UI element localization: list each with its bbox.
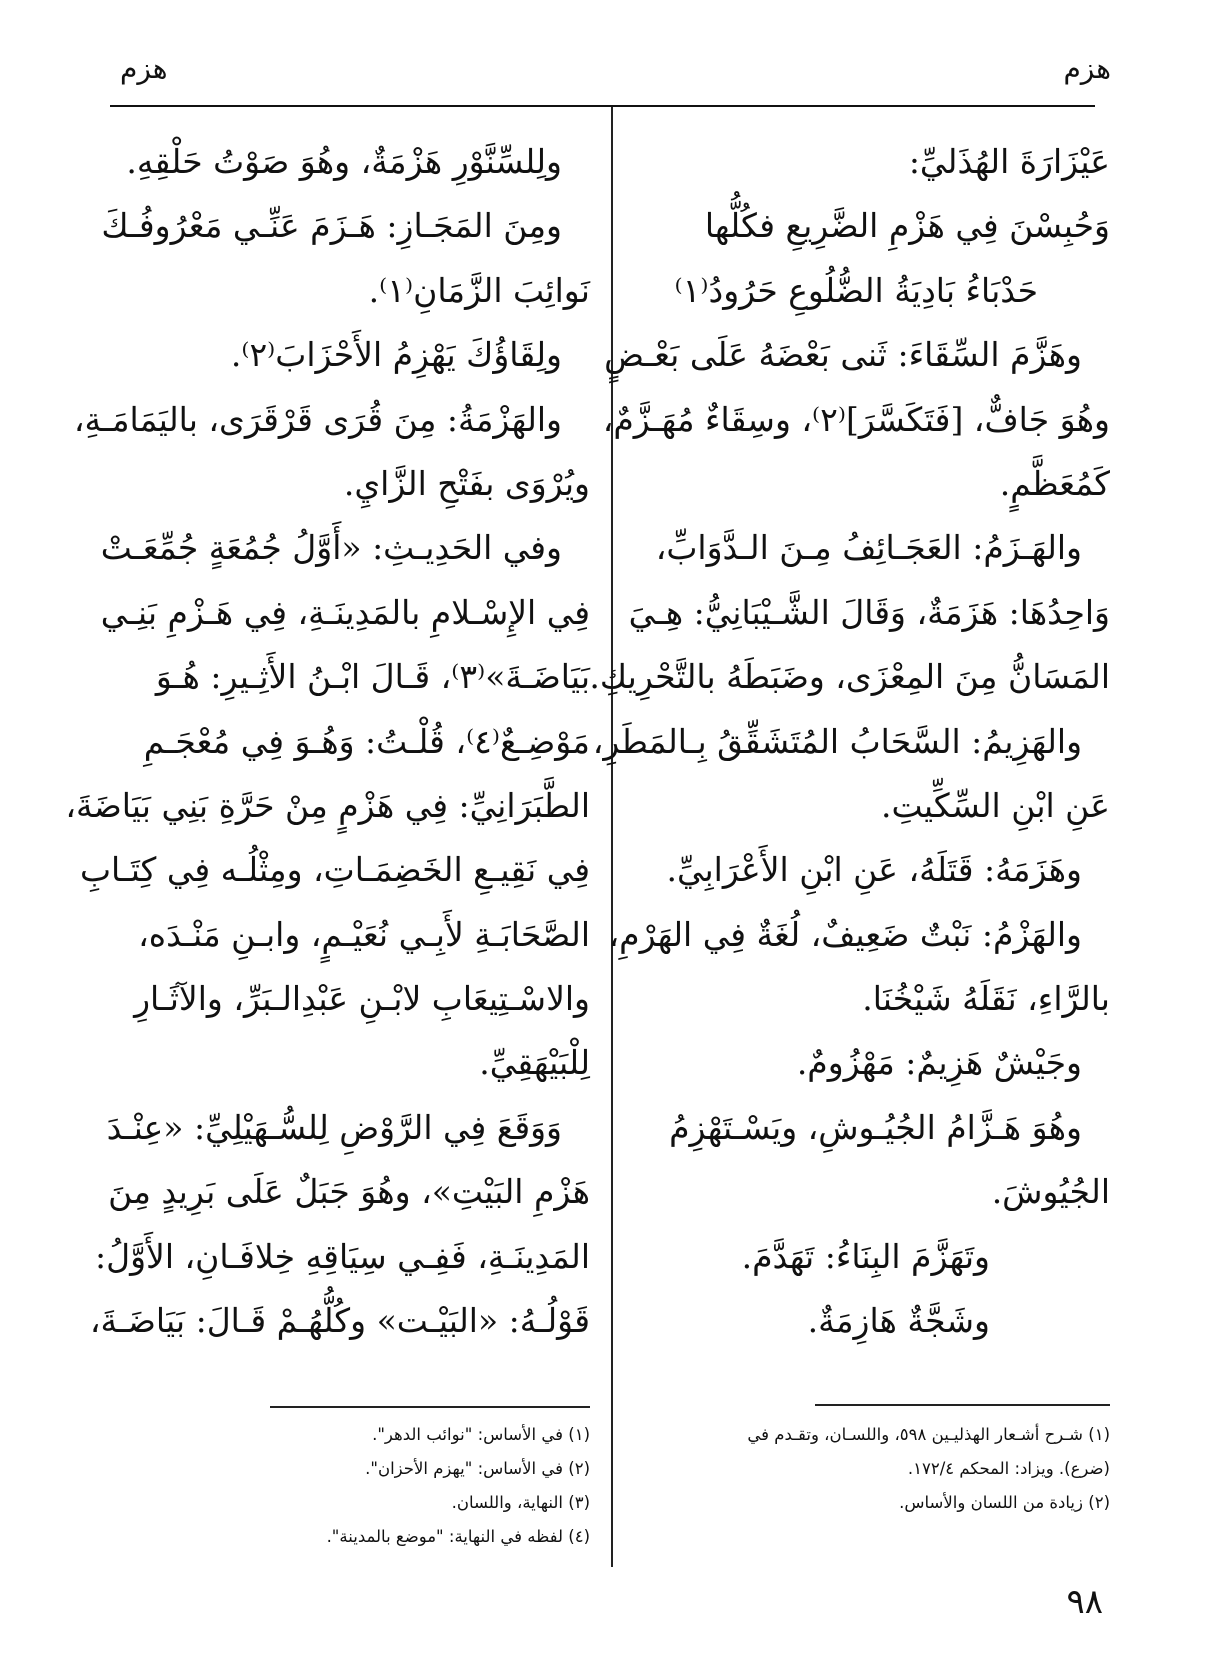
text-line: عَنِ ابْنِ السِّكِّيتِ. <box>880 785 1110 825</box>
text-line: ويُرْوَى بفَتْحِ الزَّايِ. <box>343 463 590 503</box>
text-line: قَوْلُـهُ: «البَيْـت» وكُلُّهُـمْ قَـالَ: بَيَاضَـةَ، <box>89 1301 590 1341</box>
text-line: فِي الإِسْـلامِ بالمَدِينَـةِ، فِي هَـزْمِ بَنِـي <box>100 592 590 632</box>
header-rule <box>110 105 1095 107</box>
text-line: وَاحِدُهَا: هَزَمَةٌ، وَقَالَ الشَّـيْبَانِيُّ: هِـيَ <box>628 592 1110 632</box>
text-line: عَيْزَارَةَ الهُذَليِّ: <box>908 142 1110 181</box>
text-line: ومِنَ المَجَـازِ: هَـزَمَ عَنِّـي مَعْرُوفُـكَ <box>101 206 562 246</box>
text-line: الصَّحَابَـةِ لأَبِـي نُعَيْـمٍ، وابـنِ مَنْـدَه، <box>138 914 590 954</box>
text-line: وهَزَمَهُ: قَتَلَهُ، عَنِ ابْنِ الأَعْرَابِيِّ. <box>666 850 1082 890</box>
text-line: وفي الحَدِيـثِ: «أَوَّلُ جُمُعَةٍ جُمِّعَـتْ <box>100 528 562 568</box>
text-line: الجُيُوشَ. <box>991 1172 1110 1212</box>
footnotes-right <box>640 1418 1110 1520</box>
footnote: (٤) لفظه في النهاية: "موضع بالمدينة". <box>326 1527 590 1546</box>
footnote: (٣) النهاية، واللسان. <box>451 1493 590 1512</box>
text-line: بالرَّاءِ، نَقَلَهُ شَيْخُنَا. <box>862 979 1110 1019</box>
footnote: (٢) في الأساس: "يهزم الأحزان". <box>365 1459 590 1478</box>
text-line: لِلْبَيْهَقِيِّ. <box>479 1043 590 1083</box>
text-line: فِي نَقِيـعِ الخَضِمَـاتِ، ومِثْلُـه فِي كِتَـابِ <box>79 850 590 890</box>
text-line: بَيَاضَـةَ»⁽٣⁾، قَـالَ ابْـنُ الأَثِـيرِ: هُـوَ <box>155 657 590 697</box>
text-line: والهَـزَمُ: العَجَـائِفُ مِـنَ الـدَّوَابِّ، <box>655 528 1082 568</box>
running-header-left: هزم <box>120 52 168 85</box>
text-line: وجَيْشٌ هَزِيمٌ: مَهْزُومٌ. <box>796 1043 1082 1083</box>
text-line: الطَّبَرَانِيِّ: فِي هَزْمٍ مِنْ حَرَّةِ بَنِي بَيَاضَةَ، <box>65 785 590 825</box>
text-line: المَسَانُّ مِنَ المِعْزَى، وضَبَطَهُ بالتَّحْرِيكِ. <box>589 657 1110 697</box>
left-column <box>65 130 590 1353</box>
text-line: وتَهَزَّمَ البِنَاءُ: تَهَدَّمَ. <box>741 1236 990 1276</box>
text-line: والهَزِيمُ: السَّحَابُ المُتَشَقِّقُ بِـالمَطَرِ، <box>592 721 1082 761</box>
text-line: نَوائِبَ الزَّمَانِ⁽١⁾. <box>368 270 590 310</box>
text-line: المَدِينَـةِ، فَفِـي سِيَاقِهِ خِلافَـانِ، الأَوَّلُ: <box>95 1236 590 1276</box>
footnote-rule-right <box>815 1404 1110 1406</box>
right-column <box>589 130 1110 1353</box>
text-line: كَمُعَظَّمٍ. <box>999 463 1110 503</box>
text-line: والاسْـتِيعَابِ لابْـنِ عَبْدِالـبَرِّ، والآثَـارِ <box>134 979 590 1019</box>
text-line: وهُوَ هَـزَّامُ الجُيُـوشِ، ويَسْـتَهْزِمُ <box>669 1107 1082 1147</box>
text-line: ولِلسِّنَّوْرِ هَزْمَةٌ، وهُوَ صَوْتُ حَلْقِهِ. <box>126 142 562 181</box>
footnotes-left <box>110 1418 590 1554</box>
footnote-rule-left <box>270 1406 590 1408</box>
footnote: (٢) زيادة من اللسان والأساس. <box>899 1493 1110 1512</box>
verse-line: حَدْبَاءُ بَادِيَةُ الضُّلُوعِ حَرُودُ⁽١⁾ <box>674 270 1038 310</box>
text-line: هَزْمِ البَيْتِ»، وهُوَ جَبَلٌ عَلَى بَرِيدٍ مِنَ <box>108 1172 590 1212</box>
text-line: ولِقَاؤُكَ يَهْزِمُ الأَحْزَابَ⁽٢⁾. <box>230 335 562 375</box>
text-line: والهَزْمُ: نَبْتٌ ضَعِيفٌ، لُغَةٌ فِي الهَرْمِ، <box>608 914 1082 954</box>
text-line: وَوَقَعَ فِي الرَّوْضِ لِلسُّـهَيْلِيِّ: «عِنْـدَ <box>106 1107 562 1147</box>
page-number: ٩٨ <box>1066 1582 1103 1622</box>
text-line: مَوْضِـعٌ⁽٤⁾، قُلْـتُ: وَهُـوَ فِي مُعْجَـمِ <box>143 721 590 761</box>
text-line: والهَزْمَةُ: مِنَ قُرَى قَرْقَرَى، باليَمَامَـةِ، <box>73 399 562 439</box>
text-line: وشَجَّةٌ هَازِمَةٌ. <box>807 1301 990 1341</box>
footnote: (ضرع). ويزاد: المحكم ١٧٢/٤. <box>907 1459 1110 1478</box>
footnote: (١) شـرح أشـعار الهذليـين ٥٩٨، واللسـان، وتقـدم في <box>747 1425 1110 1444</box>
verse-line: وَحُبِسْنَ فِي هَزْمِ الضَّرِيعِ فكُلُّها <box>704 206 1110 246</box>
footnote: (١) في الأساس: "نوائب الدهر". <box>372 1425 590 1444</box>
text-line: وهَزَّمَ السِّقَاءَ: ثَنى بَعْضَهُ عَلَى بَعْـضٍ <box>604 335 1082 375</box>
text-line: وهُوَ جَافٌّ، [فَتَكَسَّرَ]⁽٢⁾، وسِقَاءٌ مُهَـزَّمٌ، <box>602 399 1110 439</box>
running-header-right: هزم <box>1063 52 1111 85</box>
